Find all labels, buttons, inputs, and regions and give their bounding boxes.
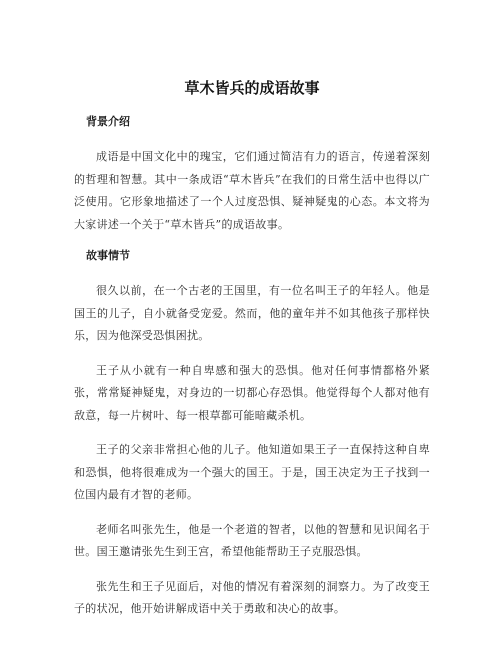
section-heading-background: 背景介绍: [86, 115, 130, 128]
document-title: 草木皆兵的成语故事: [184, 79, 320, 97]
section-story: [74, 248, 430, 621]
paragraph: 王子的父亲非常担心他的儿子。他知道如果王子一直保持这种自卑和恐惧，他将很难成为一个强大的国王。于是，国王决定为王子找到一位国内最有才智的老师。: [74, 443, 430, 501]
paragraph: 张先生和王子见面后，对他的情况有着深刻的洞察力。为了改变王子的状况，他开始讲解成语中关于勇敢和决心的故事。: [74, 579, 430, 615]
section-heading-story: 故事情节: [86, 249, 130, 262]
section-background: [74, 114, 430, 236]
paragraph: 成语是中国文化中的瑰宝，它们通过简洁有力的语言，传递着深刻的哲理和智慧。其中一条成语“草木皆兵”在我们的日常生活中也得以广泛使用。它形象地描述了一个人过度恐惧、疑神疑鬼的心态。本文将为大家讲述一个关于“草木皆兵”的成语故事。: [74, 150, 430, 231]
paragraph: 王子从小就有一种自卑感和强大的恐惧。他对任何事情都格外紧张，常常疑神疑鬼，对身边的一切都心存恐惧。他觉得每个人都对他有敌意，每一片树叶、每一根草都可能暗藏杀机。: [74, 363, 430, 422]
paragraph: 老师名叫张先生，他是一个老道的智者，以他的智慧和见识闻名于世。国王邀请张先生到王宫，希望他能帮助王子克服恐惧。: [74, 522, 430, 558]
paragraph: 很久以前，在一个古老的王国里，有一位名叫王子的年轻人。他是国王的儿子，自小就备受宠爱。然而，他的童年并不如其他孩子那样快乐，因为他深受恐惧困扰。: [74, 284, 430, 342]
